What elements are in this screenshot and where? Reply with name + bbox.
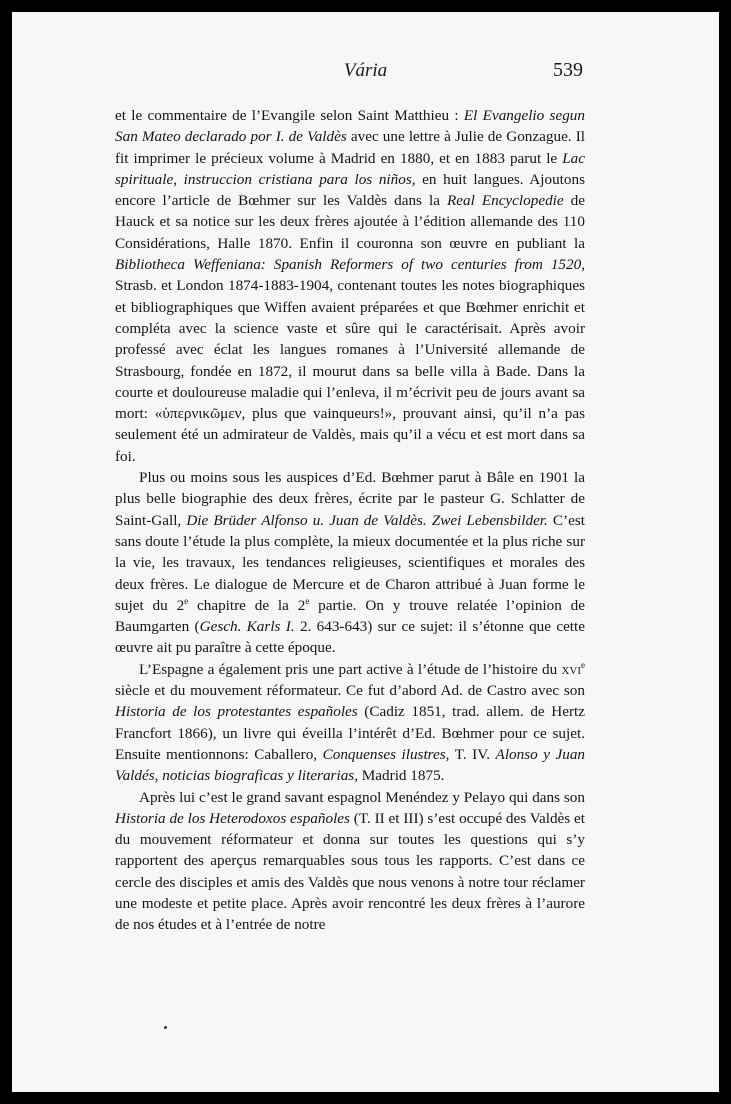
text-run: de Hauck et sa notice sur les deux frères ajoutée à l’édition allemande des 110 Considérations, Halle 1870. Enfin il couronna son œuvre en publiant la: [115, 192, 585, 252]
text-run: Die Brüder Alfonso u. Juan de Valdès. Zwei Lebensbilder.: [186, 511, 548, 529]
text-run: C’est sans doute l’étude la plus complète, la mieux documentée et la plus riche sur la vie, les travaux, les tendances religieuses, scientifiques et morales des deux frères. Le dialogue de Mercure et de Charon attribué à Juan forme le sujet du: [115, 511, 585, 614]
text-run: Madrid 1875.: [358, 767, 445, 785]
superscript: e: [581, 659, 585, 670]
text-run: T. IV.: [449, 745, 496, 763]
text-run: Après lui c’est le grand savant espagnol Menéndez y Pelayo qui dans son: [139, 788, 585, 806]
book-page: [12, 12, 719, 1092]
running-head: Vária: [343, 60, 388, 81]
body-text: [115, 105, 585, 936]
paragraph-1: [115, 105, 585, 467]
text-run: Real Encyclopedie: [446, 192, 564, 210]
text-run: Gesch. Karls I.: [199, 618, 295, 636]
text-run: et le commentaire de l’Evangile selon Saint Matthieu :: [115, 107, 464, 124]
text-run: 2: [176, 596, 185, 614]
text-run: Historia de los Heterodoxos españoles: [115, 809, 350, 827]
text-run: 2: [297, 596, 306, 614]
text-run: en huit langues. Ajoutons encore l’article de Bœhmer sur les Valdès dans la: [115, 170, 585, 210]
text-run: xvi: [561, 660, 581, 678]
text-run: 2. 643-643) sur ce sujet: il s’étonne que cette œuvre ait pu paraître à cette époque.: [115, 618, 585, 657]
text-run: Conquenses ilustres,: [322, 745, 450, 763]
superscript: e: [305, 595, 310, 606]
text-run: L’Espagne a également pris une part active à l’étude de l’histoire du: [139, 660, 562, 678]
text-run: Plus ou moins sous les auspices d’Ed. Bœhmer parut à Bâle en 1901 la plus belle biographie des deux frères, écrite par le pasteur G. Schlatter de Saint-Gall,: [115, 469, 585, 529]
text-run: partie. On y trouve relatée l’opinion de Baumgarten (: [115, 596, 586, 636]
text-run: El Evangelio segun San Mateo declarado por I. de Valdès: [115, 107, 585, 146]
text-run: avec une lettre à Julie de Gonzague. Il fit imprimer le précieux volume à Madrid en 1880, et en 1883 parut le: [115, 128, 585, 167]
text-run: siècle et du mouvement réformateur. Ce fut d’abord Ad. de Castro avec son: [115, 682, 585, 700]
paragraph-3: [115, 659, 585, 787]
page-header: [12, 60, 719, 90]
text-run: Alonso y Juan Valdés, noticias biograficas y literarias,: [115, 745, 586, 785]
text-run: Lac spirituale, instruccion cristiana para los niños,: [115, 149, 585, 188]
superscript: e: [184, 595, 189, 606]
text-run: (Cadiz 1851, trad. allem. de Hertz Francfort 1866), un livre qui éveilla l’intérêt d’Ed. Bœhmer pour ce sujet. Ensuite mentionnons: Caballero,: [115, 703, 585, 763]
paragraph-2: [115, 467, 585, 659]
text-run: Bibliotheca Weffeniana: Spanish Reformers of two centuries from 1520,: [115, 256, 585, 274]
paragraph-4: [115, 787, 585, 936]
page-number: 539: [553, 59, 583, 81]
text-run: Historia de los protestantes españoles: [115, 703, 358, 721]
text-run: chapitre de la: [188, 596, 298, 614]
text-run: Strasb. et London 1874-1883-1904, contenant toutes les notes biographiques et bibliographiques que Wiffen avaient préparées et que Bœhmer enrichit et compléta avec la science vaste et sûre qui le caractérisait. Après avoir professé avec éclat les langues romanes à l’Université allemande de Strasbourg, fondée en 1872, il mourut dans sa belle villa à Bade. Dans la courte et douloureuse maladie qui l’enleva, il m’écrivit peu de jours avant sa mort: «ὑπερνικῶμεν, plus que vainqueurs!», prouvant ainsi, qu’il n’a pas seulement été un admirateur de Valdès, mais qu’il a vécu et est mort dans sa foi.: [115, 277, 585, 465]
ink-speck: [164, 1026, 167, 1029]
text-run: (T. II et III) s’est occupé des Valdès et du mouvement réformateur et donna sur toutes les questions qui s’y rapportent des aperçus remarquables sous tous les rapports. C’est dans ce cercle des disciples et amis des Valdès que nous venons à notre tour réclamer une modeste et petite place. Après avoir rencontré les deux frères à l’aurore de nos études et à l’entrée de notre: [115, 809, 585, 934]
